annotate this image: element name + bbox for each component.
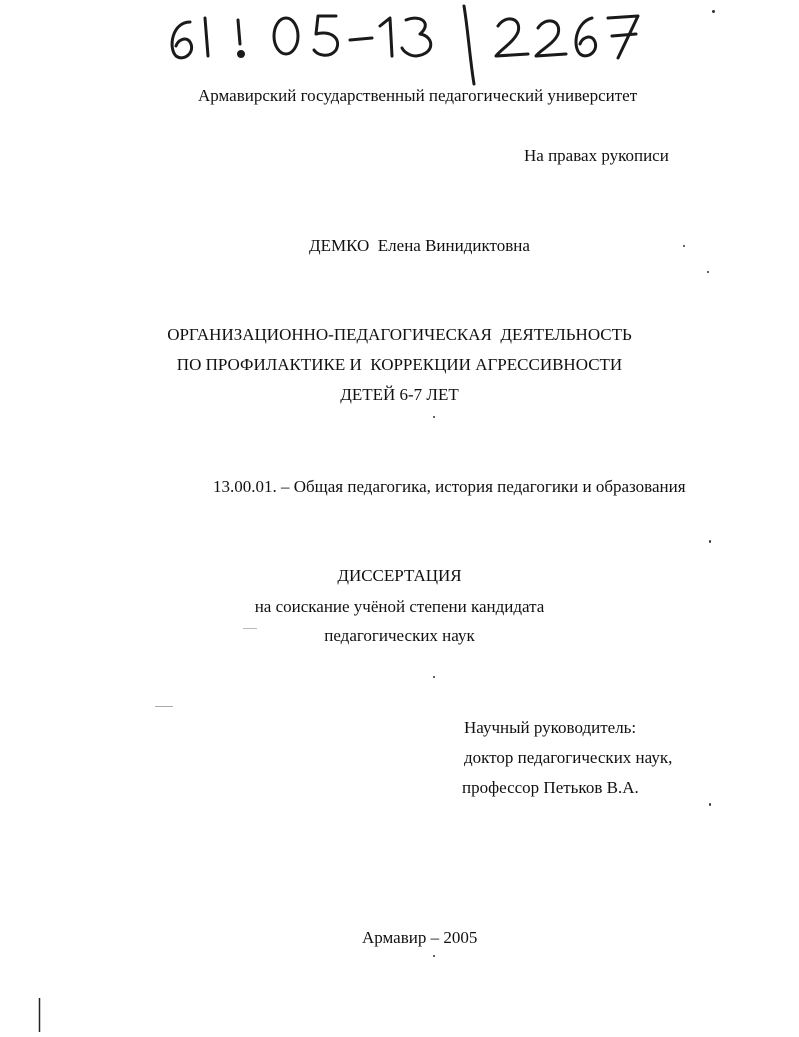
left-edge-mark — [38, 998, 41, 1032]
scan-speck — [155, 706, 173, 707]
specialty-code: 13.00.01. – Общая педагогика, история педагогики и образования — [213, 477, 686, 496]
scan-speck — [707, 271, 709, 273]
scan-speck — [433, 416, 435, 418]
university-name: Армавирский государственный педагогический университет — [198, 86, 638, 105]
supervisor-label: Научный руководитель: — [464, 718, 637, 737]
title-line-3: ДЕТЕЙ 6-7 ЛЕТ — [340, 385, 459, 404]
supervisor-degree: доктор педагогических наук, — [464, 748, 673, 767]
scan-speck — [709, 540, 711, 543]
manuscript-rights-note: На правах рукописи — [524, 146, 669, 165]
author-name: ДЕМКО Елена Винидиктовна — [309, 236, 530, 255]
dissertation-heading: ДИССЕРТАЦИЯ — [337, 566, 462, 585]
place-year: Армавир – 2005 — [362, 928, 478, 947]
handwritten-archive-code — [0, 0, 700, 90]
supervisor-name: профессор Петьков В.А. — [462, 778, 639, 797]
scan-speck — [683, 245, 685, 247]
title-line-2: ПО ПРОФИЛАКТИКЕ И КОРРЕКЦИИ АГРЕССИВНОСТИ — [176, 355, 623, 374]
scan-speck — [433, 955, 435, 957]
scan-speck — [709, 803, 711, 806]
title-line-1: ОРГАНИЗАЦИОННО-ПЕДАГОГИЧЕСКАЯ ДЕЯТЕЛЬНОСТЬ — [167, 325, 632, 344]
scan-speck — [433, 676, 435, 678]
degree-line-1: на соискание учёной степени кандидата — [254, 597, 545, 616]
degree-line-2: педагогических наук — [324, 626, 475, 645]
scan-speck — [712, 10, 715, 13]
